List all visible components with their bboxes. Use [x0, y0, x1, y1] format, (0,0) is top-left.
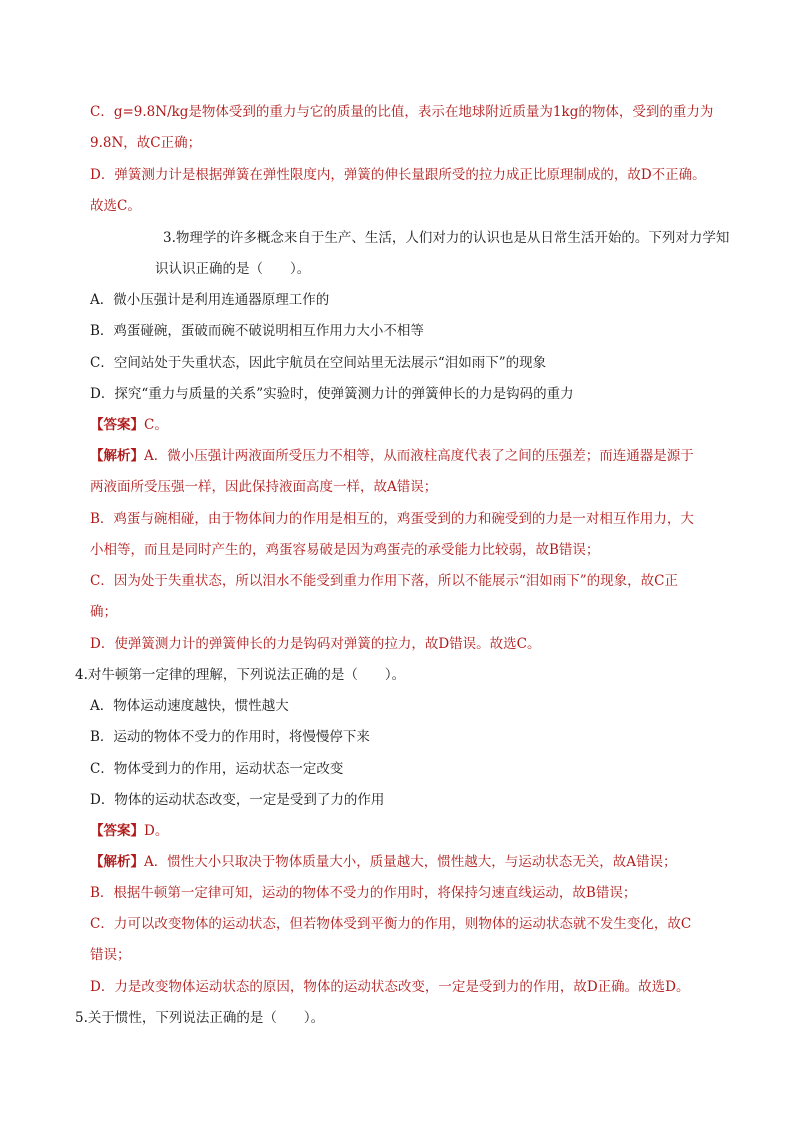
q4-answer-label: 【答案】 — [90, 823, 144, 839]
q3-analysis-a-text: A．微小压强计两液面所受压力不相等，从而液柱高度代表了之间的压强差；而连通器是源于 — [144, 448, 694, 464]
q4-analysis-c-line2: 错误； — [90, 947, 131, 963]
q3-analysis-c-line1: C．因为处于失重状态，所以泪水不能受到重力作用下落，所以不能展示“泪如雨下”的现象，故C正 — [90, 573, 678, 589]
prev-conclusion: 故选C。 — [90, 198, 141, 214]
q4-analysis-a-line1 — [90, 852, 677, 872]
q3-answer-text: C。 — [144, 417, 168, 433]
q4-option-a: A．物体运动速度越快，惯性越大 — [90, 698, 289, 714]
q4-option-b: B．运动的物体不受力的作用时，将慢慢停下来 — [90, 729, 370, 745]
q4-analysis-b-line1: B．根据牛顿第一定律可知，运动的物体不受力的作用时，将保持匀速直线运动，故B错误； — [90, 885, 637, 901]
q5-stem: 5.关于惯性，下列说法正确的是（ ）。 — [75, 1010, 325, 1026]
q4-analysis-a-text: A．惯性大小只取决于物体质量大小，质量越大，惯性越大，与运动状态无关，故A错误； — [144, 854, 677, 870]
q3-option-b: B．鸡蛋碰碗，蛋破而碗不破说明相互作用力大小不相等 — [90, 323, 424, 339]
prev-analysis-c-line2: 9.8N，故C正确； — [90, 135, 202, 151]
q4-answer-text: D。 — [144, 823, 169, 839]
q3-analysis-label: 【解析】 — [90, 448, 144, 464]
q3-answer — [90, 415, 168, 435]
q3-stem-line1: 3.物理学的许多概念来自于生产、生活，人们对力的认识也是从日常生活开始的。下列对力学知 — [163, 230, 730, 246]
q3-option-c: C．空间站处于失重状态，因此宇航员在空间站里无法展示“泪如雨下”的现象 — [90, 355, 547, 371]
q3-stem-line2: 识认识正确的是（ ）。 — [155, 261, 311, 277]
q4-option-c: C．物体受到力的作用，运动状态一定改变 — [90, 761, 344, 777]
q3-analysis-b-line1: B．鸡蛋与碗相碰，由于物体间力的作用是相互的，鸡蛋受到的力和碗受到的力是一对相互作用力，大 — [90, 511, 694, 527]
prev-analysis-c-line1: C．g=9.8N/kg是物体受到的重力与它的质量的比值，表示在地球附近质量为1kg的物体，受到的重力为 — [90, 104, 714, 120]
prev-analysis-d-line1: D．弹簧测力计是根据弹簧在弹性限度内，弹簧的伸长量跟所受的拉力成正比原理制成的，故D不正确。 — [90, 167, 706, 183]
q4-analysis-label: 【解析】 — [90, 854, 144, 870]
q3-analysis-a-line1 — [90, 446, 694, 466]
q4-option-d: D．物体的运动状态改变，一定是受到了力的作用 — [90, 792, 385, 808]
q4-stem: 4.对牛顿第一定律的理解，下列说法正确的是（ ）。 — [75, 667, 406, 683]
q4-analysis-c-line1: C．力可以改变物体的运动状态，但若物体受到平衡力的作用，则物体的运动状态就不发生变化，故C — [90, 916, 692, 932]
q4-answer — [90, 821, 168, 841]
q3-analysis-a-line2: 两液面所受压强一样，因此保持液面高度一样，故A错误； — [90, 479, 438, 495]
q3-option-d: D．探究“重力与质量的关系”实验时，使弹簧测力计的弹簧伸长的力是钩码的重力 — [90, 386, 574, 402]
q3-option-a: A．微小压强计是利用连通器原理工作的 — [90, 292, 330, 308]
q3-analysis-c-line2: 确； — [90, 604, 117, 620]
q3-analysis-b-line2: 小相等，而且是同时产生的，鸡蛋容易破是因为鸡蛋壳的承受能力比较弱，故B错误； — [90, 542, 600, 558]
q4-analysis-d-line1: D．力是改变物体运动状态的原因，物体的运动状态改变，一定是受到力的作用，故D正确。故选D。 — [90, 979, 690, 995]
q3-analysis-d-line1: D．使弹簧测力计的弹簧伸长的力是钩码对弹簧的拉力，故D错误。故选C。 — [90, 636, 541, 652]
q3-answer-label: 【答案】 — [90, 417, 144, 433]
